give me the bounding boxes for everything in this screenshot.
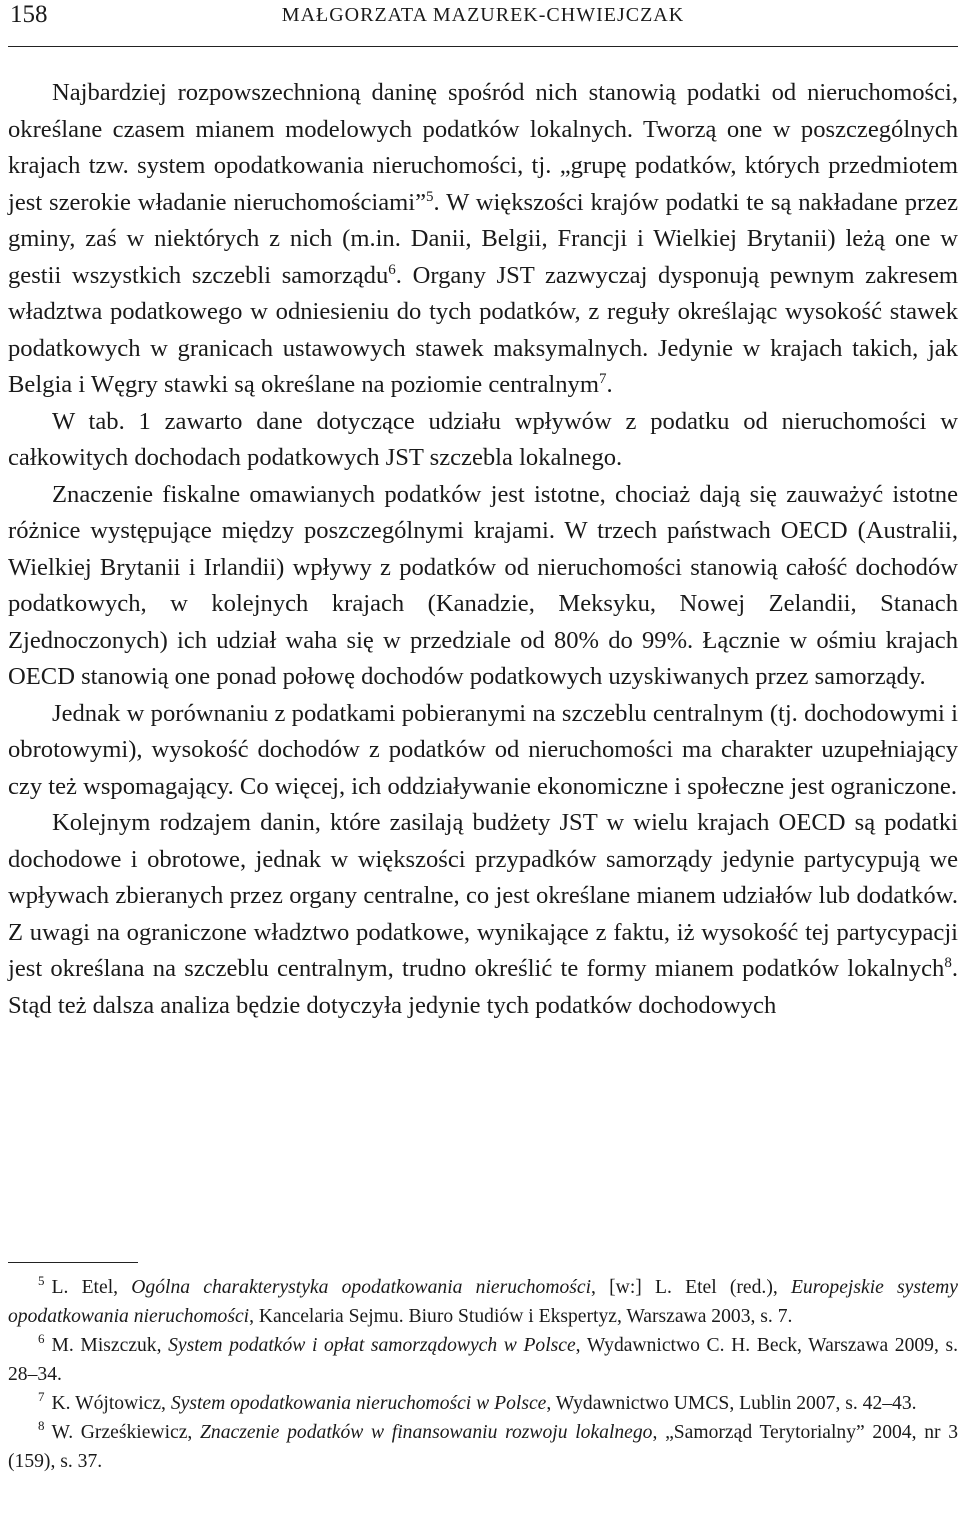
footnote-text: , Kancelaria Sejmu. Biuro Studiów i Ekspertyz, Warszawa 2003, s. 7. (249, 1306, 793, 1327)
paragraph-text: Kolejnym rodzajem danin, które zasilają budżety JST w wielu krajach OECD są podatki dochodowe i obrotowe, jednak w większości przypadków samorządy jedynie partycypują we wpływach zbieranych przez organy centralne, co jest określane mianem udziałów lub dodatków. Z uwagi na ograniczone władztwo podatkowe, wynikające z faktu, iż wysokość tej partycypacji jest określana na szczeblu centralnym, trudno określić te formy mianem podatków lokalnych (8, 809, 958, 982)
footnote-ref[interactable]: 5 (426, 188, 434, 205)
footnote-title: System opodatkowania nieruchomości w Polsce (170, 1393, 547, 1414)
footnote-ref[interactable]: 6 (388, 261, 396, 278)
page (8, 0, 958, 1024)
page-header (8, 0, 958, 47)
page-number: 158 (10, 1, 48, 28)
footnote-6 (8, 1331, 958, 1389)
paragraph-4: Jednak w porównaniu z podatkami pobieranymi na szczeblu centralnym (tj. dochodowymi i obrotowymi), wysokość dochodów z podatków od nieruchomości ma charakter uzupełniający czy też wspomagający. Co więcej, ich oddziaływanie ekonomiczne i społeczne jest ograniczone. (8, 699, 958, 800)
footnote-5 (8, 1273, 958, 1331)
paragraph-text: . Organy JST zazwyczaj dysponują pewnym zakresem władztwa podatkowego w odniesieniu do tych podatków, z reguły określając wysokość stawek podatkowych w granicach ustawowych stawek maksymalnych. Jedynie w krajach takich, jak Belgia i Węgry stawki są określane na poziomie centralnym (8, 261, 959, 398)
paragraph-5 (8, 805, 958, 1024)
paragraph-2: W tab. 1 zawarto dane dotyczące udziału wpływów z podatku od nieruchomości w całkowitych dochodach podatkowych JST szczebla lokalnego. (8, 407, 958, 471)
footnote-author: K. Wójtowicz, (51, 1393, 171, 1414)
footnote-ref[interactable]: 7 (598, 370, 607, 387)
paragraph-3: Znaczenie fiskalne omawianych podatków jest istotne, chociaż dają się zauważyć istotne różnice występujące między poszczególnymi krajami. W trzech państwach OECD (Australii, Wielkiej Brytanii i Irlandii) wpływy z podatków od nieruchomości stanowią całość dochodów podatkowych, w kolejnych krajach (Kanadzie, Meksyku, Nowej Zelandii, Stanach Zjednoczonych) ich udział waha się w przedziale od 80% do 99%. Łącznie w ośmiu krajach OECD stanowią one ponad połowę dochodów podatkowych uzyskiwanych przez samorządy. (8, 480, 958, 690)
footnote-text: , Wydawnictwo C. H. Beck, Warszawa 2009, s. 28–34. (8, 1335, 959, 1385)
footnote-title: System podatków i opłat samorządowych w Polsce (168, 1335, 576, 1356)
footnote-7 (8, 1389, 958, 1418)
footnote-title: Ogólna charakterystyka opodatkowania nieruchomości (131, 1277, 592, 1298)
body-text (8, 75, 958, 1024)
footnote-8 (8, 1418, 958, 1476)
footnote-title: Znaczenie podatków w finansowaniu rozwoju lokalnego (200, 1422, 653, 1443)
footnote-title: Europejskie systemy opodatkowania nieruchomości (8, 1277, 958, 1327)
footnote-number: 8 (38, 1418, 45, 1434)
footnote-author: W. Grześkiewicz, (51, 1422, 200, 1443)
footnote-rule (8, 1262, 138, 1263)
footnote-text: , [w:] L. Etel (red.), (591, 1277, 791, 1298)
footnote-author: M. Miszczuk, (51, 1335, 169, 1356)
paragraph-text: . Stąd też dalsza analiza będzie dotyczyła jedynie tych podatków dochodowych (8, 955, 958, 1019)
footnote-number: 5 (38, 1273, 45, 1289)
footnote-ref[interactable]: 8 (944, 954, 952, 971)
footnotes (8, 1262, 958, 1476)
paragraph-text: Najbardziej rozpowszechnioną daninę spośród nich stanowią podatki od nieruchomości, określane czasem mianem modelowych podatków lokalnych. Tworzą one w poszczególnych krajach tzw. system opodatkowania nieruchomości, tj. „grupę podatków, których przedmiotem jest szerokie władanie nieruchomościami” (8, 79, 958, 216)
paragraph-text: . W większości krajów podatki te są nakładane przez gminy, zaś w niektórych z nich (m.in. Danii, Belgii, Francji i Wielkiej Brytanii) leżą one w gestii wszystkich szczebli samorządu (8, 188, 958, 289)
paragraph-text: . (606, 371, 613, 398)
running-head: MAŁGORZATA MAZUREK-CHWIEJCZAK (281, 4, 685, 26)
footnote-author: L. Etel, (51, 1277, 132, 1298)
footnote-text: , „Samorząd Terytorialny” 2004, nr 3 (159), s. 37. (8, 1422, 959, 1472)
paragraph-1 (8, 75, 958, 404)
footnote-number: 7 (38, 1389, 45, 1405)
footnote-text: , Wydawnictwo UMCS, Lublin 2007, s. 42–43. (546, 1393, 917, 1414)
footnote-number: 6 (38, 1331, 45, 1347)
